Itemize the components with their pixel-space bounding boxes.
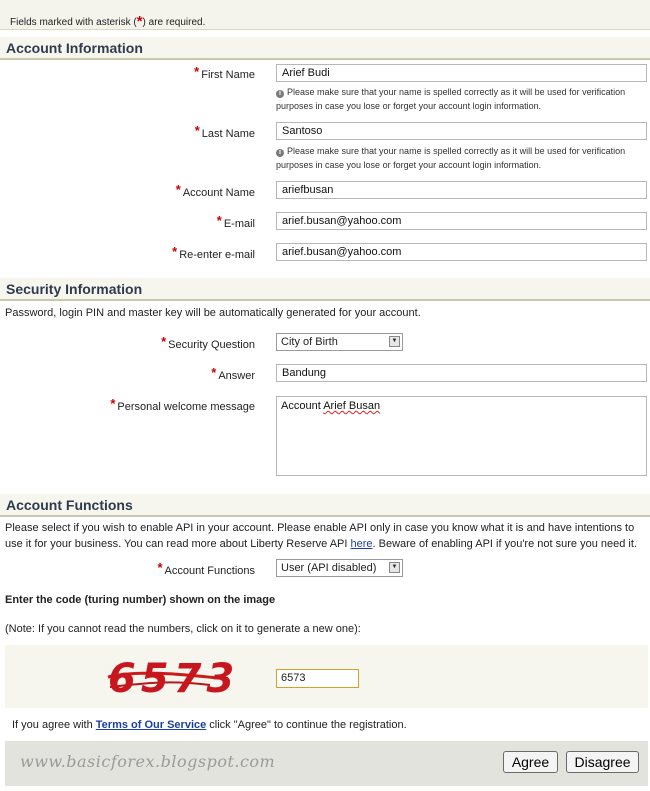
chevron-down-icon[interactable]: ▼ [389,562,400,573]
last-name-hint: i Please make sure that your name is spelled correctly as it will be used for verification purposes in case you lose or forget your account login information. [276,146,626,170]
reenter-email-input[interactable]: arief.busan@yahoo.com [276,243,647,261]
last-name-input[interactable]: Santoso [276,122,647,140]
reenter-email-label: * Re-enter e-mail [172,244,255,261]
chevron-down-icon[interactable]: ▼ [389,336,400,347]
security-description: Password, login PIN and master key will be automatically generated for your account. [5,307,421,319]
account-functions-label: * Account Functions [157,560,255,577]
captcha-image[interactable] [100,650,260,705]
required-notice [0,0,650,30]
security-question-label: * Security Question [161,334,255,351]
welcome-message-label: * Personal welcome message [110,396,255,413]
section-title-functions: Account Functions [6,497,133,513]
info-icon: i [276,90,284,98]
security-question-select[interactable]: City of Birth ▼ [276,333,403,351]
welcome-message-textarea[interactable]: Account Arief Busan [276,396,647,476]
terms-text: If you agree with Terms of Our Service click "Agree" to continue the registration. [12,719,407,731]
account-name-input[interactable]: ariefbusan [276,181,647,199]
svg-text:6573: 6573 [108,656,240,702]
answer-label: * Answer [211,365,255,382]
required-star: * [136,13,143,30]
first-name-label: * First Name [194,64,255,81]
section-title-account: Account Information [6,40,143,56]
api-info-link[interactable]: here [350,538,373,550]
email-label: * E-mail [216,213,255,230]
disagree-button[interactable]: Disagree [566,751,639,773]
captcha-input[interactable]: 6573 [276,669,359,688]
email-input[interactable]: arief.busan@yahoo.com [276,212,647,230]
info-icon: i [276,149,284,157]
captcha-heading: Enter the code (turing number) shown on the image [5,594,276,606]
captcha-note: (Note: If you cannot read the numbers, click on it to generate a new one): [5,623,361,635]
answer-input[interactable]: Bandung [276,364,647,382]
last-name-label: * Last Name [194,123,255,140]
first-name-hint: i Please make sure that your name is spelled correctly as it will be used for verification purposes in case you lose or forget your account login information. [276,87,626,111]
section-title-security: Security Information [6,281,143,297]
required-notice-text: Fields marked with asterisk (*) are required. [10,13,206,30]
terms-link[interactable]: Terms of Our Service [95,719,207,731]
functions-description: Please select if you wish to enable API in your account. Please enable API only in case you know what it is and have intentions to use it for your business. You can read more about Liberty Reserve API here. Beware of enabling API if you're not sure you need it. [5,522,637,550]
section-security-information [0,278,650,301]
watermark-text: www.basicforex.blogspot.com [20,752,276,771]
section-account-functions [0,494,650,517]
account-functions-select[interactable]: User (API disabled) ▼ [276,559,403,577]
first-name-input[interactable]: Arief Budi [276,64,647,82]
section-account-information [0,37,650,60]
agree-button[interactable]: Agree [503,751,558,773]
account-name-label: * Account Name [175,182,255,199]
